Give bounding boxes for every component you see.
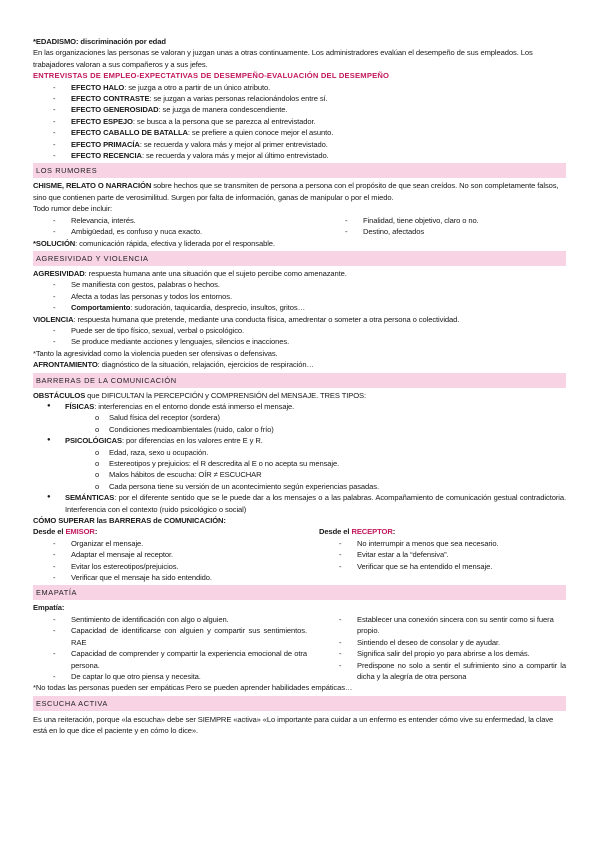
empatia-columns	[33, 614, 566, 682]
list-item: - Organizar el mensaje.	[53, 538, 319, 549]
list-item: - Se produce mediante acciones y lenguajes, silencios e inacciones.	[53, 336, 566, 347]
document-page	[33, 36, 566, 737]
list-item: - EFECTO GENEROSIDAD: se juzga de manera condescendiente.	[53, 104, 566, 115]
list-item: o Edad, raza, sexo u ocupación.	[95, 447, 566, 458]
list-item: - EFECTO RECENCIA: se recuerda y valora más y mejor al último entrevistado.	[53, 150, 566, 161]
rumores-columns	[33, 215, 566, 238]
list-item: ● SEMÁNTICAS: por el diferente sentido que se le puede dar a los mensajes o a las palabras. Acompañamiento de comunicación gestual contradictoria. Interferencia con el contexto (ruido psicológico o social)	[47, 492, 566, 515]
receptor-label: Desde el RECEPTOR:	[319, 527, 396, 537]
entrevistas-list	[33, 82, 566, 162]
list-item: - Adaptar el mensaje al receptor.	[53, 549, 319, 560]
list-item: - EFECTO PRIMACÍA: se recuerda y valora más y mejor al primer entrevistado.	[53, 139, 566, 150]
list-item: - Capacidad de comprender y compartir la experiencia emocional de otra persona.	[53, 648, 307, 671]
list-item: o Condiciones medioambientales (ruido, calor o frío)	[95, 424, 566, 435]
list-item: - Afecta a todas las personas y todos los entornos.	[53, 291, 566, 302]
list-item: - Destino, afectados	[345, 226, 566, 237]
list-item: - De captar lo que otro piensa y necesita.	[53, 671, 307, 682]
list-item: - EFECTO CONTRASTE: se juzgan a varias personas relacionándolos entre sí.	[53, 93, 566, 104]
list-item: - No interrumpir a menos que sea necesario.	[339, 538, 566, 549]
section-header-barreras: BARRERAS DE LA COMUNICACIÓN	[33, 373, 566, 388]
edadismo-text: En las organizaciones las personas se valoran y juzgan unas a otras continuamente. Los administradores evalúan el desempeño de sus empleados. Los trabajadores valoran a sus compañeros y a sus jefes.	[33, 48, 533, 69]
empatia-label: Empatía:	[33, 603, 65, 613]
empatia-note: *No todas las personas pueden ser empáticas Pero se pueden aprender habilidades empáticas…	[33, 683, 353, 693]
list-item: o Salud física del receptor (sordera)	[95, 412, 566, 423]
list-item: - Sintiendo el deseo de consolar y de ayudar.	[339, 637, 566, 648]
section-header-escucha: ESCUCHA ACTIVA	[33, 696, 566, 711]
emisor-label: Desde el EMISOR:	[33, 527, 98, 537]
list-item: - Significa salir del propio yo para abrirse a los demás.	[339, 648, 566, 659]
agresividad-list	[33, 279, 566, 313]
list-item: o Malos hábitos de escucha: OÍR ≠ ESCUCHAR	[95, 469, 566, 480]
barreras-superar: CÓMO SUPERAR las BARRERAS de COMUNICACIÓN:	[33, 516, 226, 526]
list-item: - Establecer una conexión sincera con su sentir como si fuera propio.	[339, 614, 566, 637]
violencia-definition: VIOLENCIA: respuesta humana que pretende, mediante una conducta física, amedrentar o someter a otra persona o colectividad.	[33, 314, 460, 324]
list-item: - Verificar que se ha entendido el mensaje.	[339, 561, 566, 572]
list-item: - Se manifiesta con gestos, palabras o hechos.	[53, 279, 566, 290]
list-item: - Evitar los estereotipos/prejuicios.	[53, 561, 319, 572]
rumores-definition: CHISME, RELATO O NARRACIÓN sobre hechos que se transmiten de persona a persona con el propósito de que sean creídos. No son completamente falsos, sino que contienen parte de verosimilitud. Surgen por falta de información, ganas de manipular o por el miedo.	[33, 181, 559, 202]
section-header-empatia: EMAPATÍA	[33, 585, 566, 600]
agresividad-note: *Tanto la agresividad como la violencia pueden ser ofensivas o defensivas.	[33, 348, 278, 358]
escucha-text: Es una reiteración, porque «la escucha» debe ser SIEMPRE «activa» «Lo importante para cuidar a un enfermo es entender cómo vive su enfermedad, la clave está en lo que dice el paciente y en cómo lo dice».	[33, 714, 554, 736]
list-item: o Cada persona tiene su versión de un acontecimiento según experiencias pasadas.	[95, 481, 566, 492]
rumores-include-label: Todo rumor debe incluir:	[33, 204, 113, 214]
list-item: ● PSICOLÓGICAS: por diferencias en los valores entre E y R. o Edad, raza, sexo u ocupación. o Estereotipos y prejuicios: el R descredita al E o no acepta su mensaje. o Malos hábitos de escucha: OÍR ≠ ESCUCHAR o Cada persona tiene su versión de un acontecimiento según experiencias pasadas.	[47, 435, 566, 492]
barreras-list	[33, 401, 566, 515]
afrontamiento: AFRONTAMIENTO: diagnóstico de la situación, relajación, ejercicios de respiración…	[33, 360, 315, 370]
barreras-columns	[33, 526, 566, 583]
list-item: - Comportamiento: sudoración, taquicardia, desprecio, insultos, gritos…	[53, 302, 566, 313]
list-item: - Capacidad de identificarse con alguien y compartir sus sentimientos. RAE	[53, 625, 307, 648]
list-item: - EFECTO ESPEJO: se busca a la persona que se parezca al entrevistador.	[53, 116, 566, 127]
violencia-list	[33, 325, 566, 348]
list-item: - Puede ser de tipo físico, sexual, verbal o psicológico.	[53, 325, 566, 336]
list-item: - Predispone no solo a sentir el sufrimiento sino a compartir la dicha y la alegría de otra persona	[339, 660, 566, 683]
list-item: - Verificar que el mensaje ha sido entendido.	[53, 572, 319, 583]
edadismo-title: *EDADISMO: discriminación por edad	[33, 37, 166, 46]
agresividad-definition: AGRESIVIDAD: respuesta humana ante una situación que el sujeto percibe como amenazante.	[33, 268, 347, 278]
rumores-solucion: *SOLUCIÓN: comunicación rápida, efectiva y liderada por el responsable.	[33, 238, 275, 248]
barreras-intro: OBSTÁCULOS que DIFICULTAN la PERCEPCIÓN y COMPRENSIÓN del MENSAJE. TRES TIPOS:	[33, 390, 367, 400]
list-item: - Relevancia, interés.	[53, 215, 325, 226]
section-header-agresividad: AGRESIVIDAD Y VIOLENCIA	[33, 251, 566, 266]
entrevistas-title: ENTREVISTAS DE EMPLEO-EXPECTATIVAS DE DESEMPEÑO-EVALUACIÓN DEL DESEMPEÑO	[33, 71, 390, 81]
list-item: o Estereotipos y prejuicios: el R descredita al E o no acepta su mensaje.	[95, 458, 566, 469]
section-header-rumores: LOS RUMORES	[33, 163, 566, 178]
list-item: - Sentimiento de identificación con algo o alguien.	[53, 614, 307, 625]
list-item: - EFECTO HALO: se juzga a otro a partir de un único atributo.	[53, 82, 566, 93]
list-item: - Finalidad, tiene objetivo, claro o no.	[345, 215, 566, 226]
list-item: - Evitar estar a la “defensiva”.	[339, 549, 566, 560]
list-item: ● FÍSICAS: interferencias en el entorno donde está inmerso el mensaje. o Salud física del receptor (sordera) o Condiciones medioambientales (ruido, calor o frío)	[47, 401, 566, 435]
list-item: - EFECTO CABALLO DE BATALLA: se prefiere a quien conoce mejor el asunto.	[53, 127, 566, 138]
list-item: - Ambigüedad, es confuso y nuca exacto.	[53, 226, 325, 237]
